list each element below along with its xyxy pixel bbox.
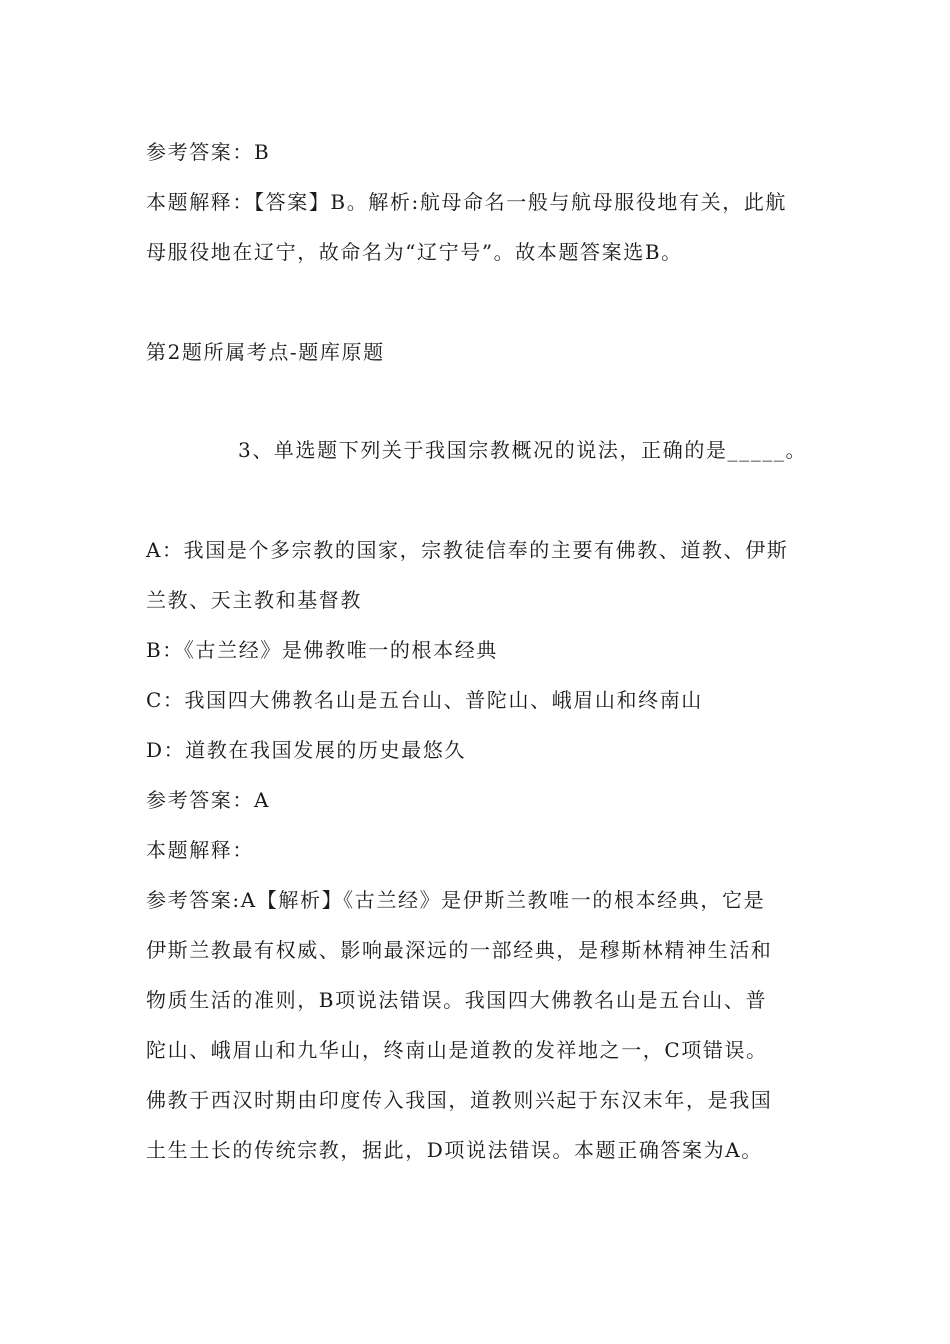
explanation-line-5: 佛教于西汉时期由印度传入我国，道教则兴起于东汉末年，是我国	[146, 1088, 773, 1112]
explanation-line-2: 伊斯兰教最有权威、影响最深远的一部经典，是穆斯林精神生活和	[146, 938, 773, 962]
question-stem: 3、单选题下列关于我国宗教概况的说法，正确的是_____。	[238, 438, 808, 462]
answer-line: 参考答案：A	[146, 788, 271, 812]
explanation-line-1: 参考答案:A【解析】《古兰经》是伊斯兰教唯一的根本经典，它是	[146, 888, 766, 912]
prev-explanation-line-2: 母服役地在辽宁，故命名为“辽宁号”。故本题答案选B。	[146, 240, 683, 264]
explanation-label: 本题解释：	[146, 838, 254, 862]
option-a-line-1: A：我国是个多宗教的国家，宗教徒信奉的主要有佛教、道教、伊斯	[146, 538, 789, 562]
explanation-line-6: 土生土长的传统宗教，据此，D项说法错误。本题正确答案为A。	[146, 1138, 763, 1162]
explanation-line-3: 物质生活的准则，B项说法错误。我国四大佛教名山是五台山、普	[146, 988, 768, 1012]
explanation-line-4: 陀山、峨眉山和九华山，终南山是道教的发祥地之一，C项错误。	[146, 1038, 768, 1062]
topic-line: 第2题所属考点-题库原题	[146, 340, 385, 364]
option-d: D：道教在我国发展的历史最悠久	[146, 738, 467, 762]
prev-explanation-line-1: 本题解释：【答案】B。解析:航母命名一般与航母服役地有关，此航	[146, 190, 788, 214]
prev-answer-line: 参考答案：B	[146, 140, 271, 164]
option-b: B：《古兰经》是佛教唯一的根本经典	[146, 638, 498, 662]
option-a-line-2: 兰教、天主教和基督教	[146, 588, 362, 612]
option-c: C：我国四大佛教名山是五台山、普陀山、峨眉山和终南山	[146, 688, 703, 712]
